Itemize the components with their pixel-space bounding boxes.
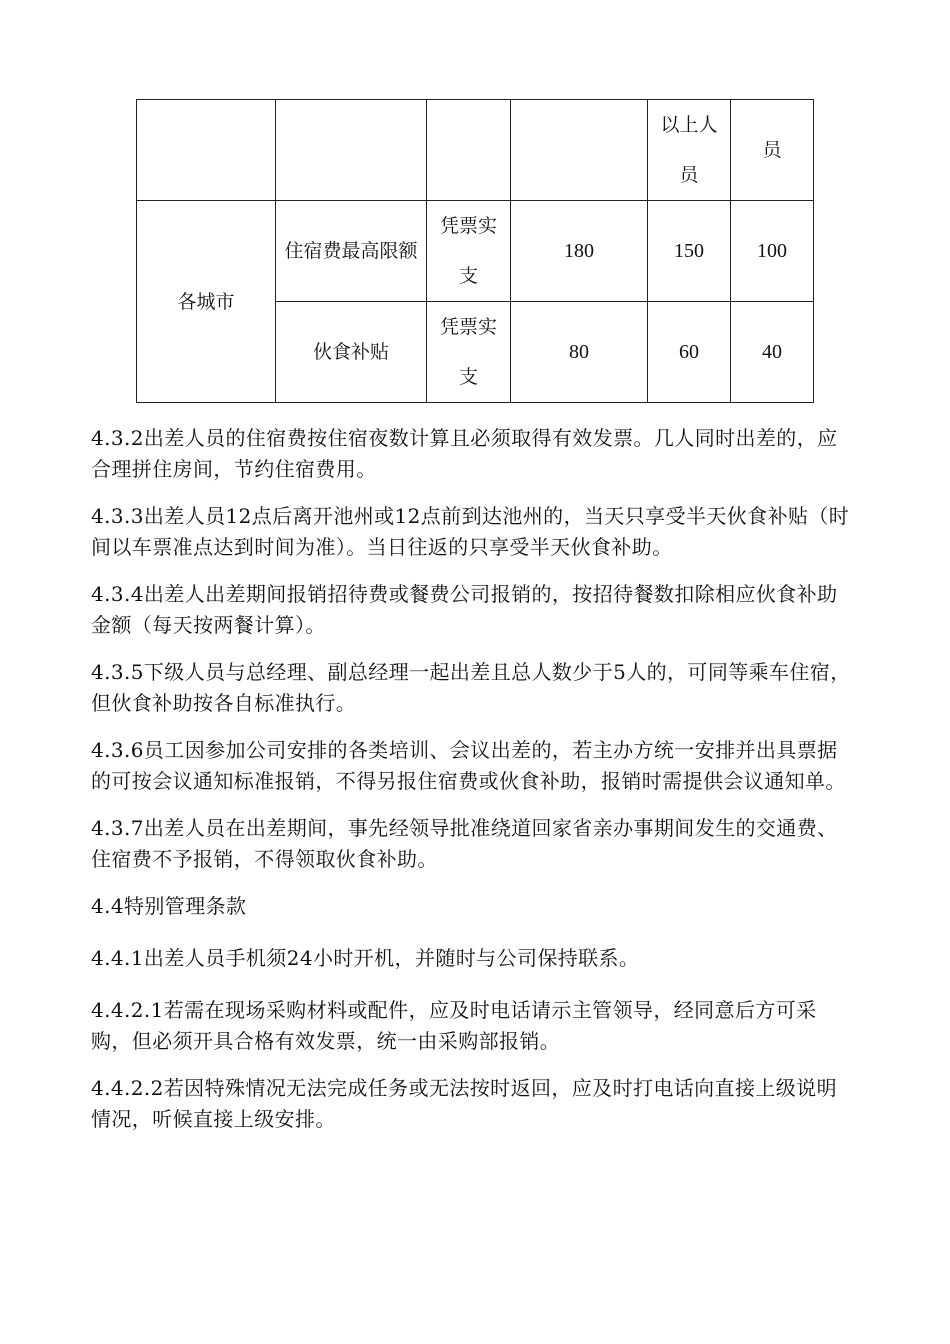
section-heading-4-4: 4.4特别管理条款 (91, 894, 247, 918)
table-header-row (137, 100, 814, 201)
amount-cell: 60 (648, 302, 731, 403)
expense-item-cell: 伙食补贴 (276, 302, 427, 403)
clause-4-3-7: 4.3.7出差人员在出差期间，事先经领导批准绕道回家省亲办事期间发生的交通费、住宿费不予报销，不得领取伙食补助。 (91, 816, 838, 871)
table-header-cell: 员 (731, 100, 814, 201)
clause-4-3-3: 4.3.3出差人员12点后离开池州或12点前到达池州的，当天只享受半天伙食补贴（时间以车票准点达到时间为准）。当日往返的只享受半天伙食补助。 (91, 504, 850, 559)
table-header-cell (137, 100, 276, 201)
clause-4-3-2: 4.3.2出差人员的住宿费按住宿夜数计算且必须取得有效发票。几人同时出差的，应合理拼住房间，节约住宿费用。 (91, 426, 838, 481)
amount-cell: 80 (511, 302, 648, 403)
amount-cell: 100 (731, 201, 814, 302)
expense-type-cell: 凭票实支 (427, 302, 511, 403)
city-label-cell: 各城市 (137, 201, 276, 403)
table-header-cell: 以上人员 (648, 100, 731, 201)
expense-item-cell: 住宿费最高限额 (276, 201, 427, 302)
table-header-cell (427, 100, 511, 201)
clause-4-3-5: 4.3.5下级人员与总经理、副总经理一起出差且总人数少于5人的，可同等乘车住宿，但伙食补助按各自标准执行。 (91, 660, 851, 715)
amount-cell: 40 (731, 302, 814, 403)
travel-expense-table (136, 99, 814, 403)
regulation-text (91, 423, 851, 1151)
amount-cell: 150 (648, 201, 731, 302)
clause-4-4-2-2: 4.4.2.2若因特殊情况无法完成任务或无法按时返回，应及时打电话向直接上级说明情况，听候直接上级安排。 (91, 1076, 837, 1131)
table-row (137, 201, 814, 302)
clause-4-3-4: 4.3.4出差人出差期间报销招待费或餐费公司报销的，按招待餐数扣除相应伙食补助金额（每天按两餐计算）。 (91, 582, 838, 637)
table-header-cell (511, 100, 648, 201)
clause-4-4-2-1: 4.4.2.1若需在现场采购材料或配件，应及时电话请示主管领导，经同意后方可采购，但必须开具合格有效发票，统一由采购部报销。 (91, 998, 817, 1053)
amount-cell: 180 (511, 201, 648, 302)
expense-type-cell: 凭票实支 (427, 201, 511, 302)
clause-4-4-1: 4.4.1出差人员手机须24小时开机，并随时与公司保持联系。 (91, 946, 640, 970)
clause-4-3-6: 4.3.6员工因参加公司安排的各类培训、会议出差的，若主办方统一安排并出具票据的可按会议通知标准报销，不得另报住宿费或伙食补助，报销时需提供会议通知单。 (91, 738, 846, 793)
table-header-cell (276, 100, 427, 201)
